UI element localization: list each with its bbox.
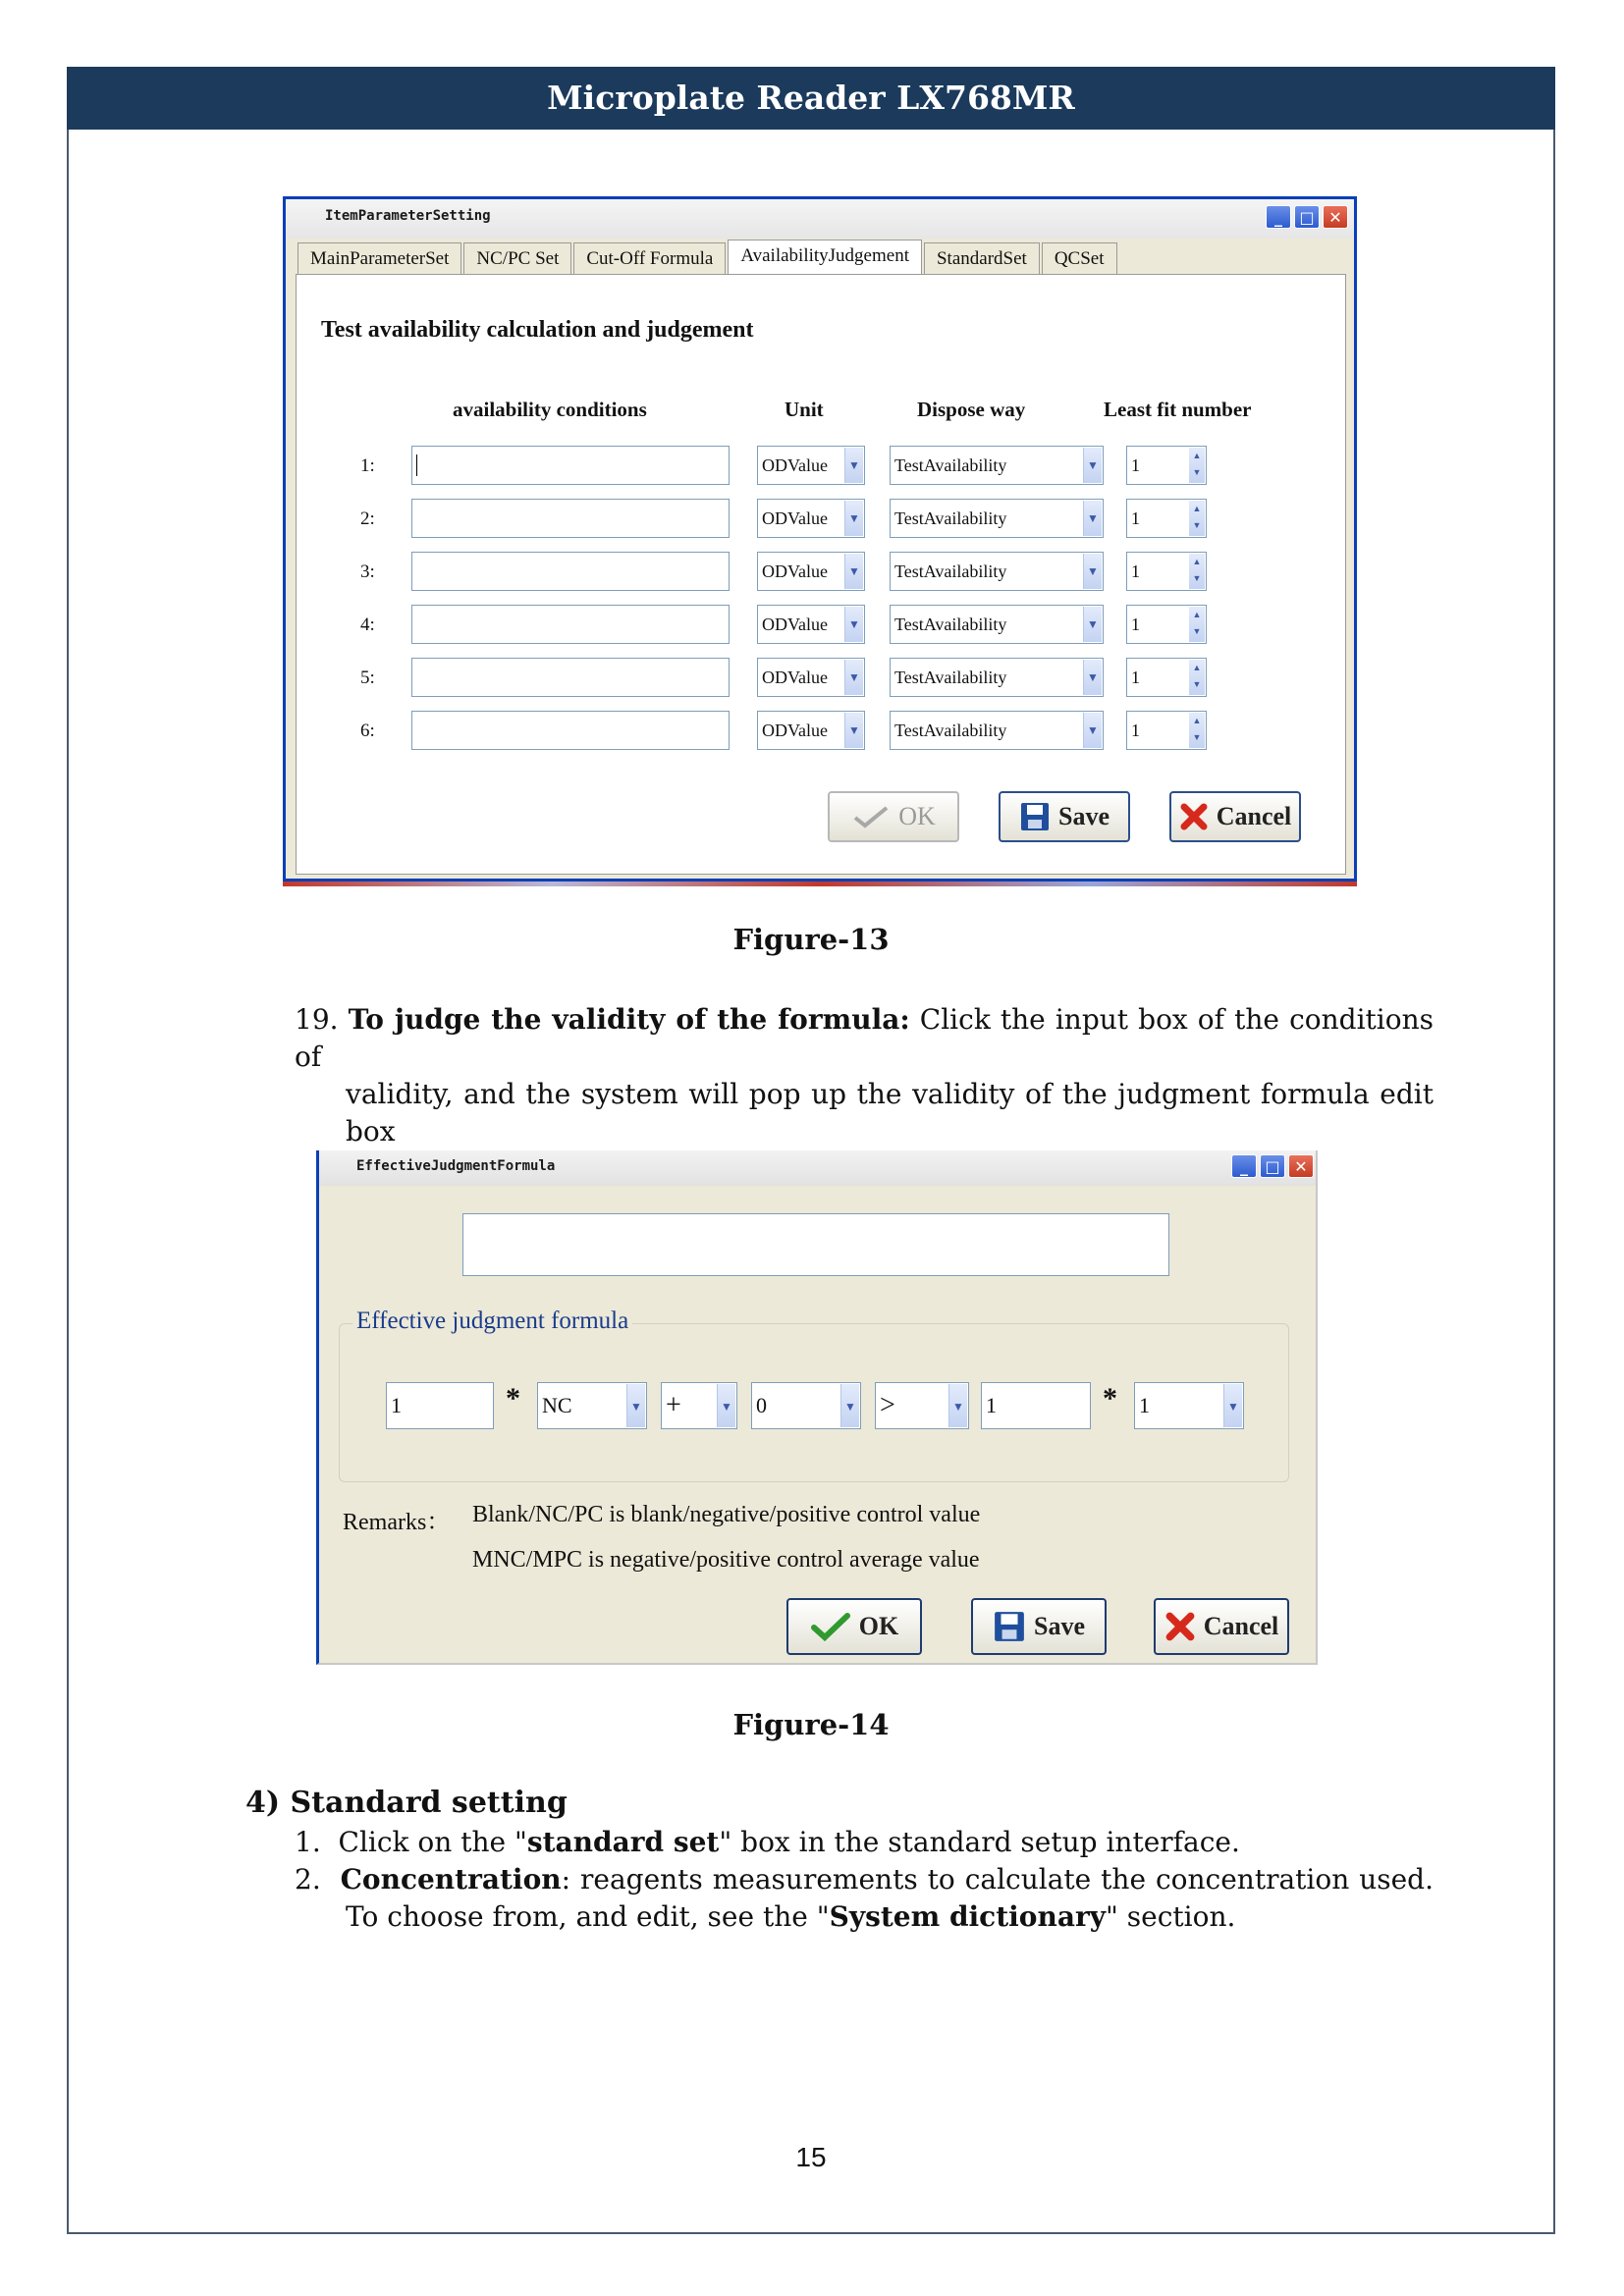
remarks-line-1: Blank/NC/PC is blank/negative/positive control value [472,1502,981,1527]
availability-condition-input[interactable] [411,711,730,750]
unit-select[interactable] [757,446,865,485]
red-x-icon [1164,1611,1196,1642]
availability-condition-input[interactable] [411,605,730,644]
maximize-icon[interactable]: □ [1260,1154,1285,1178]
tab-availability-judgement[interactable]: AvailabilityJudgement [728,240,922,276]
value2-field[interactable]: 1 [981,1382,1091,1429]
dispose-way-value: TestAvailability [894,561,1007,581]
dispose-way-select[interactable] [890,711,1104,750]
least-fit-value: 1 [1131,508,1140,528]
remarks-label: Remarks： [343,1510,451,1535]
window-title: EffectiveJudgmentFormula [356,1158,556,1174]
offset-select[interactable] [751,1382,861,1429]
save-button[interactable] [999,791,1130,842]
value3-value: 1 [1139,1393,1150,1417]
list-item-2-line-2 [295,1898,1434,1936]
row-index: 5: [360,667,375,688]
list-item-2 [295,1861,1434,1898]
chevron-down-icon: ▼ [1083,660,1102,695]
ok-button[interactable] [828,791,959,842]
effective-judgment-formula-window [316,1150,1318,1665]
unit-select[interactable] [757,711,865,750]
least-fit-number-stepper[interactable] [1126,605,1207,644]
ok-button-label: OK [858,1612,899,1640]
plus-operator-value: + [666,1390,681,1420]
tab-qc-set[interactable]: QCSet [1042,242,1117,275]
row-index: 2: [360,508,375,529]
multiply-sign-2: * [1103,1382,1117,1415]
ok-button-label: OK [898,802,936,830]
step-19-line-2: validity, and the system will pop up the validity of the judgment formula edit [346,1078,1434,1110]
panel-heading: Test availability calculation and judgement [321,317,754,343]
screenshot-crop-edge [283,881,1357,886]
spin-arrows-icon[interactable]: ▲ ▼ [1189,554,1205,589]
list-item-1 [295,1824,1434,1861]
item-2-line2-pre: To choose from, and edit, see the " [346,1900,830,1933]
item-2-line2-bold: System dictionary [829,1900,1107,1933]
dispose-way-select[interactable] [890,446,1104,485]
least-fit-value: 1 [1131,561,1140,581]
list-number: 1. [295,1826,321,1858]
chevron-down-icon: ▼ [717,1384,735,1427]
spin-arrows-icon[interactable]: ▲ ▼ [1189,501,1205,536]
window-titlebar [286,199,1354,239]
item-2-text-post: : reagents measurements to calculate the concentration used. [561,1863,1434,1896]
least-fit-number-stepper[interactable] [1126,499,1207,538]
tab-cut-off-formula[interactable]: Cut-Off Formula [573,242,726,275]
item-parameter-setting-window [283,196,1357,881]
chevron-down-icon: ▼ [1083,448,1102,483]
formula-display-field[interactable] [462,1213,1169,1276]
close-icon[interactable]: ✕ [1288,1154,1314,1178]
page-number: 15 [795,2142,827,2172]
unit-value: ODValue [762,667,828,687]
chevron-down-icon: ▼ [1083,501,1102,536]
plus-operator-select[interactable] [661,1382,737,1429]
chevron-down-icon: ▼ [844,448,863,483]
checkmark-icon [851,804,891,829]
least-fit-number-stepper[interactable] [1126,711,1207,750]
figure-14-caption: Figure-14 [732,1708,890,1741]
unit-select[interactable] [757,499,865,538]
cancel-button[interactable] [1169,791,1301,842]
row-index: 4: [360,614,375,635]
operand-select[interactable] [537,1382,647,1429]
dispose-way-value: TestAvailability [894,455,1007,475]
minimize-icon[interactable]: _ [1231,1154,1257,1178]
maximize-icon[interactable]: □ [1294,205,1320,229]
red-x-icon [1179,802,1209,831]
row-index: 1: [360,455,375,476]
spin-arrows-icon[interactable]: ▲ ▼ [1189,607,1205,642]
multiply-sign-1: * [506,1382,520,1415]
step-19-line-3: box [346,1115,396,1148]
chevron-down-icon: ▼ [844,607,863,642]
floppy-disk-icon [1019,801,1051,832]
comparator-select[interactable] [875,1382,969,1429]
tab-nc-pc-set[interactable]: NC/PC Set [463,242,571,275]
window-title: ItemParameterSetting [325,208,491,224]
chevron-down-icon: ▼ [948,1384,967,1427]
availability-condition-input[interactable] [411,658,730,697]
dispose-way-select[interactable] [890,658,1104,697]
least-fit-value: 1 [1131,455,1140,475]
floppy-disk-icon [993,1610,1026,1643]
chevron-down-icon: ▼ [844,713,863,748]
dispose-way-value: TestAvailability [894,508,1007,528]
spin-arrows-icon[interactable]: ▲ ▼ [1189,448,1205,483]
step-19-paragraph [295,1001,1434,1150]
chevron-down-icon: ▼ [844,660,863,695]
least-fit-number-stepper[interactable] [1126,552,1207,591]
chevron-down-icon: ▼ [1083,607,1102,642]
item-2-line2-post: " section. [1106,1900,1236,1933]
item-1-text-post: " box in the standard setup interface. [719,1826,1240,1858]
section-4-list [295,1824,1434,1936]
col-unit: Unit [785,398,824,421]
col-availability-conditions: availability conditions [453,398,647,421]
minimize-icon[interactable]: _ [1266,205,1291,229]
dispose-way-select[interactable] [890,552,1104,591]
ok-button[interactable] [786,1598,922,1655]
value1-field[interactable]: 1 [386,1382,494,1429]
col-dispose-way: Dispose way [917,398,1026,421]
save-button[interactable] [971,1598,1107,1655]
remarks-line-2: MNC/MPC is negative/positive control average value [472,1547,980,1573]
value3-select[interactable] [1134,1382,1244,1429]
unit-select[interactable] [757,605,865,644]
least-fit-value: 1 [1131,667,1140,687]
cancel-button-label: Cancel [1216,802,1292,830]
chevron-down-icon: ▼ [1223,1384,1242,1427]
formula-group-label: Effective judgment formula [352,1308,632,1335]
unit-select[interactable] [757,658,865,697]
dispose-way-value: TestAvailability [894,721,1007,740]
least-fit-number-stepper[interactable] [1126,658,1207,697]
chevron-down-icon: ▼ [840,1384,859,1427]
figure-13-caption: Figure-13 [732,923,890,956]
section-4-heading: 4) Standard setting [245,1786,568,1820]
cancel-button-label: Cancel [1203,1612,1279,1640]
comparator-value: > [880,1390,895,1420]
save-button-label: Save [1058,802,1110,830]
chevron-down-icon: ▼ [844,554,863,589]
spin-arrows-icon[interactable]: ▲ ▼ [1189,713,1205,748]
least-fit-number-stepper[interactable] [1126,446,1207,485]
chevron-down-icon: ▼ [1083,554,1102,589]
least-fit-value: 1 [1131,614,1140,634]
col-least-fit-number: Least fit number [1104,398,1252,421]
operand-value: NC [542,1393,572,1417]
page-header: Microplate Reader LX768MR [67,67,1555,130]
unit-value: ODValue [762,508,828,528]
save-button-label: Save [1034,1612,1085,1640]
list-number: 2. [295,1863,321,1896]
cancel-button[interactable] [1154,1598,1289,1655]
row-index: 6: [360,721,375,741]
step-19-text: Click the input box of the conditions of [295,1003,1435,1073]
step-number: 19. [295,1003,339,1036]
item-1-text-pre: Click on the " [338,1826,527,1858]
availability-condition-input[interactable] [411,499,730,538]
window-titlebar [319,1150,1316,1186]
row-index: 3: [360,561,375,582]
tab-standard-set[interactable]: StandardSet [924,242,1040,275]
text-cursor [416,454,417,476]
availability-condition-input[interactable] [411,552,730,591]
close-icon[interactable]: ✕ [1323,205,1348,229]
offset-value: 0 [756,1393,767,1417]
dispose-way-value: TestAvailability [894,667,1007,687]
chevron-down-icon: ▼ [626,1384,645,1427]
unit-value: ODValue [762,561,828,581]
least-fit-value: 1 [1131,721,1140,740]
checkmark-icon [810,1612,851,1641]
spin-arrows-icon[interactable]: ▲ ▼ [1189,660,1205,695]
chevron-down-icon: ▼ [844,501,863,536]
unit-value: ODValue [762,455,828,475]
dispose-way-value: TestAvailability [894,614,1007,634]
dispose-way-select[interactable] [890,499,1104,538]
unit-value: ODValue [762,721,828,740]
availability-condition-input[interactable] [411,446,730,485]
item-1-bold: standard set [526,1826,720,1858]
unit-select[interactable] [757,552,865,591]
step-19-line-1 [295,1001,1434,1076]
dispose-way-select[interactable] [890,605,1104,644]
tab-main-parameter-set[interactable]: MainParameterSet [298,242,461,275]
chevron-down-icon: ▼ [1083,713,1102,748]
item-2-bold: Concentration [340,1863,562,1896]
unit-value: ODValue [762,614,828,634]
step-19-title: To judge the validity of the formula: [348,1003,910,1036]
